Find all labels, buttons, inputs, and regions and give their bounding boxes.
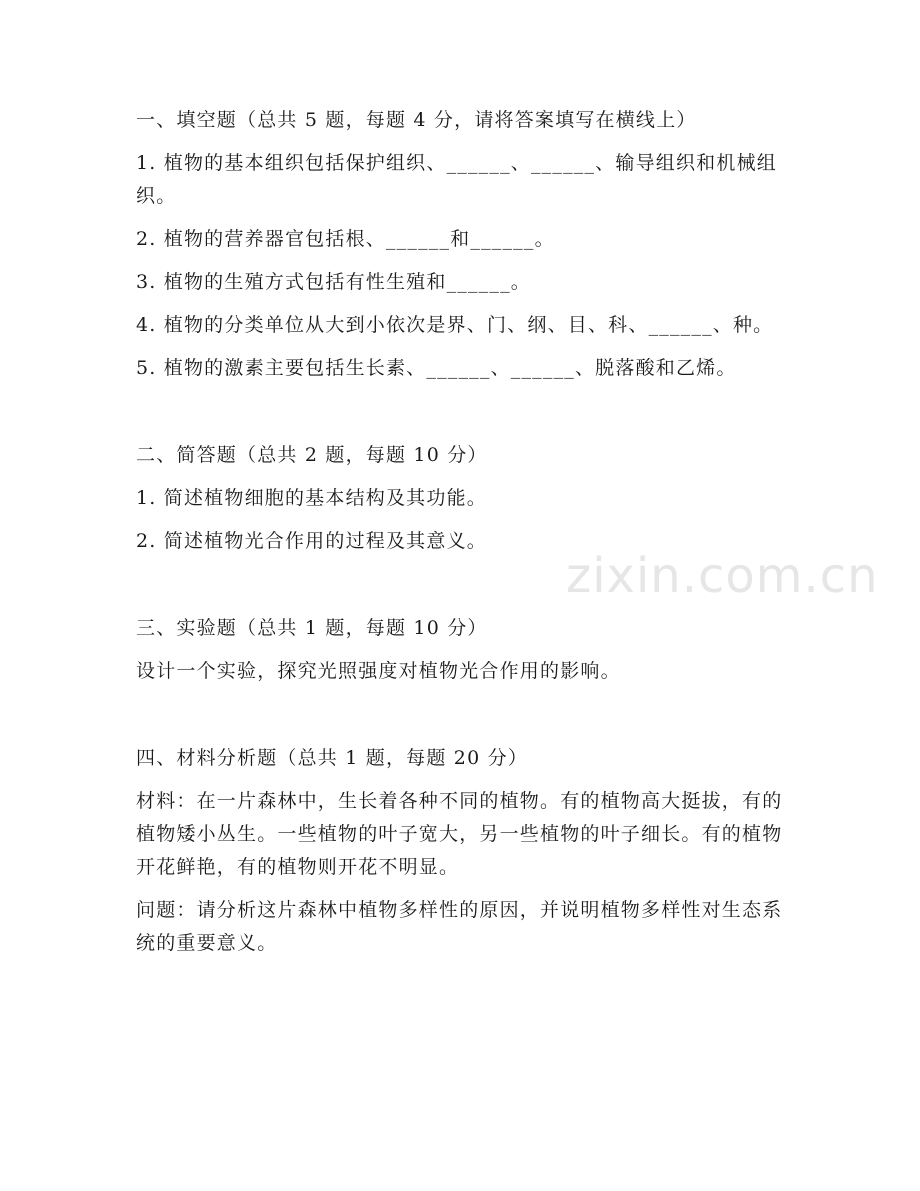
question-item: 1. 简述植物细胞的基本结构及其功能。 (136, 487, 487, 509)
question-item: 设计一个实验，探究光照强度对植物光合作用的影响。 (136, 660, 621, 682)
exam-document (136, 104, 786, 970)
section-material-analysis (136, 742, 786, 960)
question-item: 3. 植物的生殖方式包括有性生殖和______。 (136, 271, 531, 293)
question-item: 1. 植物的基本组织包括保护组织、______、______、输导组织和机械组织。 (136, 152, 777, 207)
question-item: 5. 植物的激素主要包括生长素、______、______、脱落酸和乙烯。 (136, 357, 737, 379)
section-spacer (136, 395, 786, 439)
question-item: 2. 简述植物光合作用的过程及其意义。 (136, 530, 487, 552)
section-title: 四、材料分析题（总共 1 题，每题 20 分） (136, 747, 529, 769)
material-text: 材料：在一片森林中，生长着各种不同的植物。有的植物高大挺拔，有的植物矮小丛生。一些植物的叶子宽大，另一些植物的叶子细长。有的植物开花鲜艳，有的植物则开花不明显。 (136, 790, 783, 878)
question-item: 4. 植物的分类单位从大到小依次是界、门、纲、目、科、______、种。 (136, 314, 774, 336)
section-title: 二、简答题（总共 2 题，每题 10 分） (136, 444, 488, 466)
question-item: 2. 植物的营养器官包括根、______和______。 (136, 228, 555, 250)
section-fill-in-blank (136, 104, 786, 385)
section-spacer (136, 698, 786, 742)
section-title: 三、实验题（总共 1 题，每题 10 分） (136, 617, 488, 639)
watermark: zixin.com.cn (566, 548, 879, 604)
section-title: 一、填空题（总共 5 题，每题 4 分，请将答案填写在横线上） (136, 109, 697, 131)
section-short-answer (136, 439, 786, 558)
question-text: 问题：请分析这片森林中植物多样性的原因，并说明植物多样性对生态系统的重要意义。 (136, 899, 783, 954)
section-spacer (136, 568, 786, 612)
section-experiment (136, 612, 786, 688)
